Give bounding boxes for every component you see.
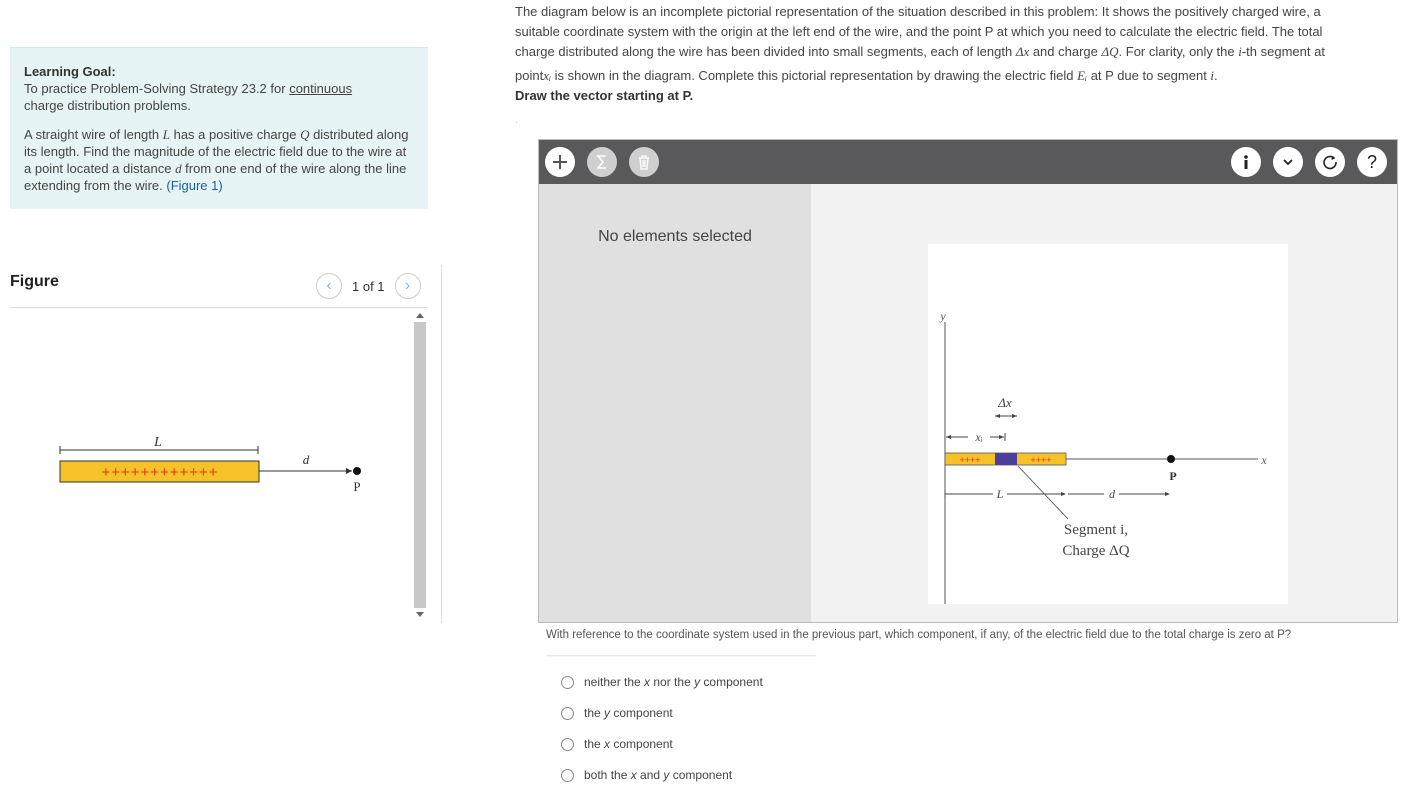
option-y-component[interactable] <box>561 706 673 720</box>
options-dropdown-button[interactable] <box>1273 147 1303 177</box>
radio-button[interactable] <box>561 707 574 720</box>
next-figure-button[interactable] <box>395 273 421 299</box>
radio-button[interactable] <box>561 738 574 751</box>
option-label: the x component <box>584 737 673 751</box>
delete-button[interactable] <box>629 147 659 177</box>
math-i: i <box>1238 44 1242 59</box>
properties-panel <box>539 184 811 622</box>
intro-text: To practice Problem-Solving Strategy 23.2 for <box>24 81 290 96</box>
statement-part: has a positive charge <box>169 127 301 142</box>
label-d: d <box>302 452 310 467</box>
problem-statement <box>24 126 414 194</box>
dx-arrowhead-left <box>995 414 1000 418</box>
var-Q: Q <box>300 127 310 142</box>
problem-line: charge distributed along the wire has been divided into small segments, each of length <box>515 44 1016 59</box>
statement-part: from one end of the wire along the line extending from the wire. <box>24 161 407 193</box>
add-vector-button[interactable] <box>545 147 575 177</box>
problem-description <box>515 2 1420 86</box>
scroll-up-arrow-icon[interactable] <box>416 313 424 318</box>
figure-1-link[interactable]: (Figure 1) <box>166 178 223 193</box>
math-xi: xᵢ <box>543 68 552 83</box>
d-dim-arrowhead <box>1165 492 1170 496</box>
chevron-down-icon <box>1281 155 1295 169</box>
wire-plus-left: ++++ <box>959 455 981 465</box>
diagram-label-L: L <box>996 487 1004 501</box>
xi-label: xᵢ <box>975 430 983 444</box>
option-both[interactable] <box>561 768 732 782</box>
wire-plus-right: ++++ <box>1030 455 1052 465</box>
figure-1-diagram <box>10 310 410 620</box>
svg-text:?: ? <box>1366 153 1378 171</box>
xi-arrowhead-right <box>999 435 1004 439</box>
radio-button[interactable] <box>561 676 574 689</box>
statement-part: distributed along its length. Find the magnitude of the electric field due to the wire at a point located a distance <box>24 127 409 176</box>
figure-scrollbar[interactable] <box>413 310 427 620</box>
prev-figure-button[interactable] <box>316 273 342 299</box>
diagram-label-d: d <box>1109 487 1115 501</box>
option-label: the y component <box>584 706 673 720</box>
problem-line: . For clarity, only the <box>1118 44 1239 59</box>
no-selection-text: No elements selected <box>598 228 752 245</box>
reset-button[interactable] <box>1315 147 1345 177</box>
question-icon <box>1363 153 1381 171</box>
drawing-toolbar <box>539 140 1397 184</box>
question-divider <box>546 655 816 657</box>
plus-icon <box>551 153 569 171</box>
pager-count: 1 of 1 <box>352 278 385 294</box>
wire-charges: ++++++++++++ <box>101 464 219 481</box>
x-axis-label: x <box>1261 453 1267 467</box>
option-neither[interactable] <box>561 675 763 689</box>
option-x-component[interactable] <box>561 737 673 751</box>
learning-goal-intro <box>24 80 414 114</box>
continuous-link[interactable]: continuous <box>289 81 353 96</box>
drawing-canvas-area[interactable] <box>811 184 1397 622</box>
math-dx: Δx <box>1015 44 1030 59</box>
learning-goal-panel <box>10 47 428 209</box>
figure-divider <box>10 307 428 308</box>
problem-line: and charge <box>1029 44 1102 59</box>
figure-pager <box>316 273 421 299</box>
segment-label: Segment i, <box>1063 522 1129 538</box>
segment-i <box>995 453 1017 465</box>
y-axis-label: y <box>940 309 946 323</box>
option-label: neither the x nor the y component <box>584 675 763 689</box>
d-arrowhead <box>346 468 352 474</box>
figure-title: Figure <box>10 273 59 290</box>
reset-icon <box>1321 153 1339 171</box>
scroll-thumb[interactable] <box>414 322 426 608</box>
scroll-down-arrow-icon[interactable] <box>416 612 424 617</box>
problem-line: The diagram below is an incomplete pictorial representation of the situation described in this problem: It shows the positively charged wire, a <box>515 4 1321 19</box>
problem-line: is shown in the diagram. Complete this pictorial representation by drawing the electric field <box>551 68 1078 83</box>
trash-icon <box>635 153 653 171</box>
math-i: i <box>1210 68 1215 83</box>
math-Ei: Eᵢ <box>1077 68 1088 83</box>
help-button[interactable] <box>1357 147 1387 177</box>
chevron-right-icon: › <box>404 277 411 294</box>
statement-part: A straight wire of length <box>24 127 163 142</box>
diagram-point-P[interactable] <box>1167 455 1175 463</box>
problem-line: -th segment at <box>1241 44 1325 59</box>
question-text: With reference to the coordinate system used in the previous part, which component, if any, of the electric field due to the total charge is zero at P? <box>546 629 1292 641</box>
info-icon <box>1237 153 1255 171</box>
math-dQ: ΔQ <box>1101 44 1119 59</box>
problem-line: at P due to segment <box>1087 68 1211 83</box>
segment-leader-line <box>1018 466 1068 519</box>
figure-vertical-divider <box>441 265 442 623</box>
chevron-left-icon: ‹ <box>326 277 332 294</box>
info-button[interactable] <box>1231 147 1261 177</box>
charge-label: Charge ΔQ <box>1062 543 1130 559</box>
intro-text-2: charge distribution problems. <box>24 98 191 113</box>
var-d: d <box>175 161 182 176</box>
var-L: L <box>162 127 170 142</box>
option-label: both the x and y component <box>584 768 733 782</box>
vector-sum-button[interactable] <box>587 147 617 177</box>
L-dim-arrowhead <box>1061 492 1066 496</box>
diagram-label-P: P <box>1169 469 1177 483</box>
learning-goal-title: Learning Goal: <box>24 64 116 79</box>
pictorial-diagram[interactable] <box>928 244 1288 604</box>
problem-line: suitable coordinate system with the origin at the left end of the wire, and the point P at which you need to calculate the electric field. The total <box>515 24 1323 39</box>
dx-label: Δx <box>998 395 1012 410</box>
radio-button[interactable] <box>561 769 574 782</box>
vector-drawing-tool[interactable] <box>538 139 1398 623</box>
xi-arrowhead-left <box>946 435 951 439</box>
decorative-mark: ˏ <box>515 113 518 123</box>
point-P <box>353 467 361 475</box>
draw-instruction: Draw the vector starting at P. <box>515 88 694 103</box>
sigma-icon <box>593 153 611 171</box>
label-P: P <box>353 479 361 494</box>
problem-line: point <box>515 68 544 83</box>
dx-arrowhead-right <box>1012 414 1017 418</box>
problem-line: . <box>1214 68 1218 83</box>
label-L: L <box>154 435 162 450</box>
